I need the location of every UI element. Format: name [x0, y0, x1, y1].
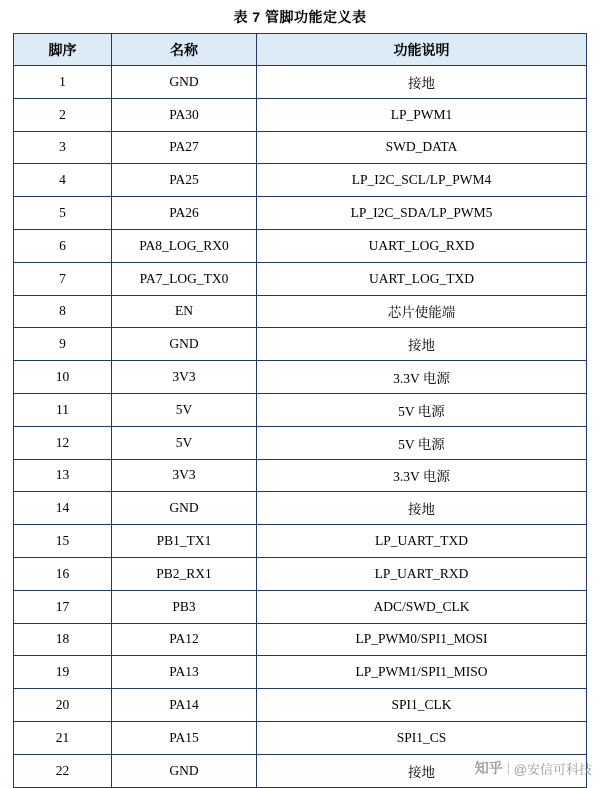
cell-desc: LP_UART_RXD: [257, 557, 587, 590]
column-header-name: 名称: [112, 34, 257, 66]
cell-seq: 15: [14, 525, 112, 558]
cell-desc: LP_UART_TXD: [257, 525, 587, 558]
cell-desc: 接地: [257, 328, 587, 361]
cell-name: PB3: [112, 590, 257, 623]
cell-desc: SPI1_CLK: [257, 689, 587, 722]
cell-desc: LP_PWM1: [257, 98, 587, 131]
cell-desc: 3.3V 电源: [257, 459, 587, 492]
cell-desc: SWD_DATA: [257, 131, 587, 164]
cell-name: PA7_LOG_TX0: [112, 262, 257, 295]
cell-name: PA25: [112, 164, 257, 197]
cell-name: PA13: [112, 656, 257, 689]
cell-name: PA27: [112, 131, 257, 164]
cell-seq: 17: [14, 590, 112, 623]
table-row: [14, 295, 587, 328]
cell-name: GND: [112, 66, 257, 99]
cell-name: PB1_TX1: [112, 525, 257, 558]
cell-seq: 3: [14, 131, 112, 164]
table-header-row: [14, 34, 587, 66]
watermark-divider: [508, 762, 509, 775]
table-caption: 表 7 管脚功能定义表: [233, 9, 367, 25]
table-row: [14, 557, 587, 590]
table-row: [14, 98, 587, 131]
column-header-desc: 功能说明: [257, 34, 587, 66]
cell-seq: 13: [14, 459, 112, 492]
cell-desc: 5V 电源: [257, 426, 587, 459]
cell-desc: LP_PWM1/SPI1_MISO: [257, 656, 587, 689]
cell-seq: 4: [14, 164, 112, 197]
watermark-username: @安信可科技: [513, 761, 592, 777]
cell-seq: 8: [14, 295, 112, 328]
cell-name: GND: [112, 754, 257, 787]
cell-desc: 接地: [257, 754, 587, 787]
cell-seq: 10: [14, 361, 112, 394]
cell-seq: 9: [14, 328, 112, 361]
cell-desc: LP_I2C_SCL/LP_PWM4: [257, 164, 587, 197]
cell-name: GND: [112, 492, 257, 525]
cell-desc: UART_LOG_TXD: [257, 262, 587, 295]
table-row: [14, 656, 587, 689]
cell-seq: 18: [14, 623, 112, 656]
cell-name: GND: [112, 328, 257, 361]
table-row: [14, 164, 587, 197]
table-row: [14, 361, 587, 394]
cell-name: EN: [112, 295, 257, 328]
table-header: [14, 34, 587, 66]
cell-name: 5V: [112, 393, 257, 426]
cell-desc: UART_LOG_RXD: [257, 229, 587, 262]
cell-name: PB2_RX1: [112, 557, 257, 590]
cell-seq: 22: [14, 754, 112, 787]
table-body: [14, 66, 587, 788]
cell-seq: 1: [14, 66, 112, 99]
cell-name: 3V3: [112, 459, 257, 492]
cell-name: PA26: [112, 197, 257, 230]
table-row: [14, 721, 587, 754]
watermark: [475, 758, 592, 778]
pin-function-table: [13, 33, 587, 788]
cell-seq: 19: [14, 656, 112, 689]
table-row: [14, 623, 587, 656]
table-row: [14, 262, 587, 295]
table-row: [14, 229, 587, 262]
cell-seq: 21: [14, 721, 112, 754]
cell-name: 3V3: [112, 361, 257, 394]
cell-desc: LP_PWM0/SPI1_MOSI: [257, 623, 587, 656]
cell-desc: 接地: [257, 66, 587, 99]
table-row: [14, 689, 587, 722]
cell-name: PA15: [112, 721, 257, 754]
cell-seq: 7: [14, 262, 112, 295]
cell-seq: 5: [14, 197, 112, 230]
cell-desc: SPI1_CS: [257, 721, 587, 754]
cell-seq: 16: [14, 557, 112, 590]
cell-desc: 芯片使能端: [257, 295, 587, 328]
cell-desc: 5V 电源: [257, 393, 587, 426]
table-row: [14, 197, 587, 230]
cell-desc: LP_I2C_SDA/LP_PWM5: [257, 197, 587, 230]
cell-seq: 11: [14, 393, 112, 426]
cell-seq: 2: [14, 98, 112, 131]
table-row: [14, 393, 587, 426]
column-header-seq: 脚序: [14, 34, 112, 66]
cell-desc: ADC/SWD_CLK: [257, 590, 587, 623]
table-row: [14, 590, 587, 623]
cell-seq: 6: [14, 229, 112, 262]
cell-seq: 14: [14, 492, 112, 525]
cell-name: PA8_LOG_RX0: [112, 229, 257, 262]
table-row: [14, 426, 587, 459]
cell-name: PA12: [112, 623, 257, 656]
table-row: [14, 459, 587, 492]
table-row: [14, 525, 587, 558]
table-row: [14, 131, 587, 164]
table-row: [14, 66, 587, 99]
zhihu-logo: 知乎: [474, 760, 503, 776]
cell-desc: 3.3V 电源: [257, 361, 587, 394]
cell-desc: 接地: [257, 492, 587, 525]
cell-name: PA30: [112, 98, 257, 131]
cell-name: 5V: [112, 426, 257, 459]
cell-seq: 20: [14, 689, 112, 722]
table-row: [14, 328, 587, 361]
table-row: [14, 492, 587, 525]
cell-seq: 12: [14, 426, 112, 459]
cell-name: PA14: [112, 689, 257, 722]
